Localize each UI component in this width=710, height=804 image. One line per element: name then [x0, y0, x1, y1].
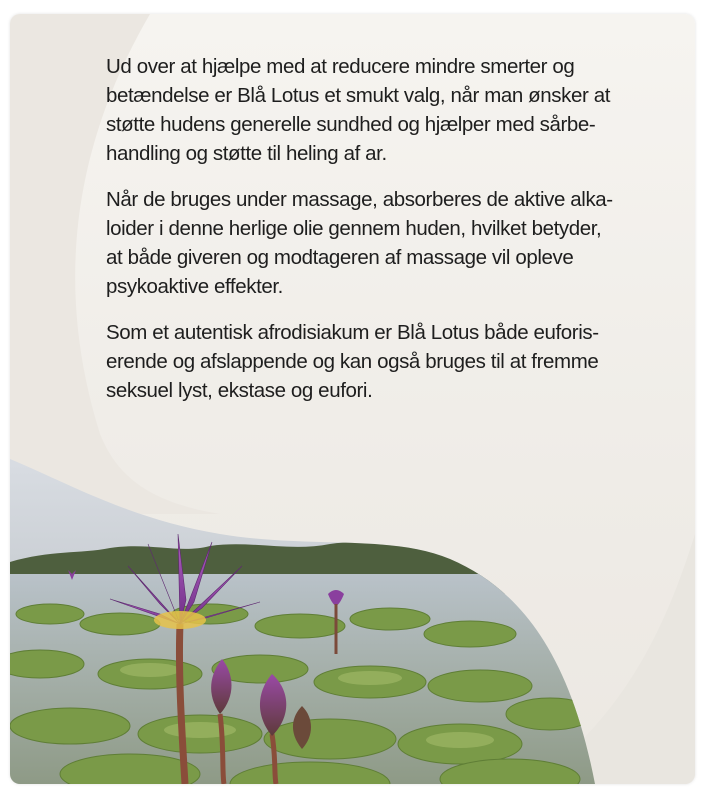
paragraph-2: Når de bruges under massage, absorberes de aktive alka- loider i denne herlige olie gennem huden, hvilket betyder, at både giveren og modtageren af massage vil opleve psykoaktive effekter.: [106, 188, 613, 298]
article-text: [106, 52, 646, 422]
paragraph-1: Ud over at hjælpe med at reducere mindre smerter og betændelse er Blå Lotus et smukt valg, når man ønsker at støtte hudens generelle sundhed og hjælper med sårbe- handling og støtte til heling af ar.: [106, 55, 611, 165]
content-card: [10, 14, 695, 784]
paragraph-3: Som et autentisk afrodisiakum er Blå Lotus både euforis- erende og afslappende og kan også bruges til at fremme seksuel lyst, ekstase og eufori.: [106, 321, 599, 402]
